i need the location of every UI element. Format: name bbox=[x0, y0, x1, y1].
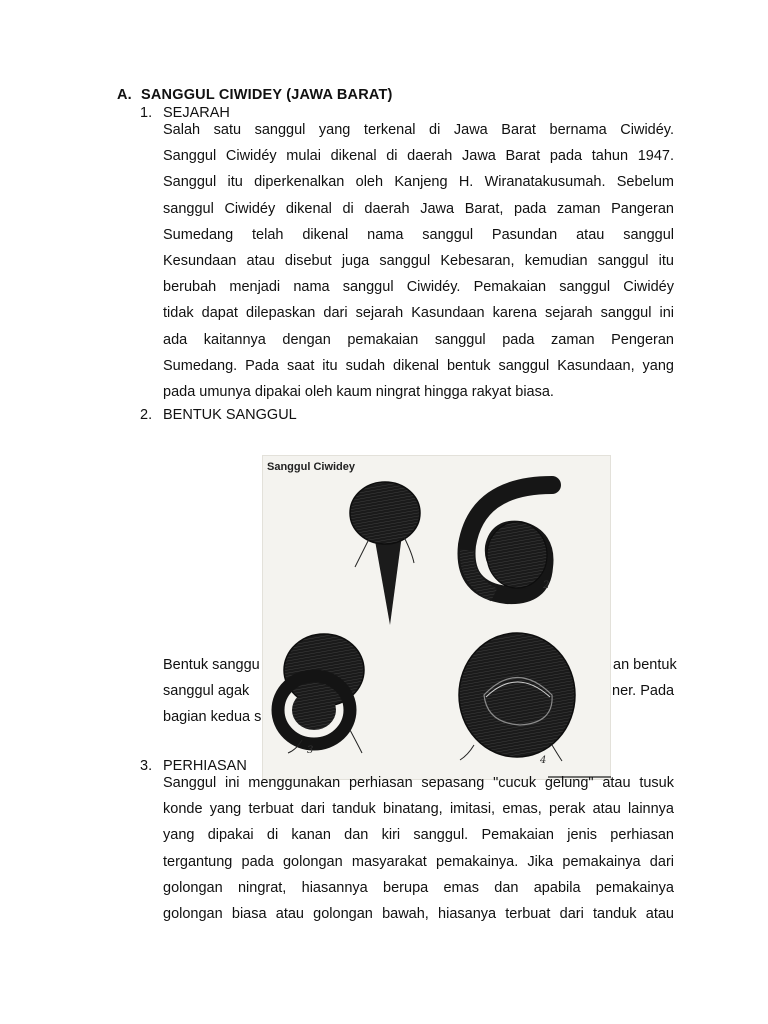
subsection-number: 1. bbox=[140, 105, 153, 121]
bentuk-fragment-left: bagian kedua s bbox=[163, 709, 262, 725]
subsection-bentuk bbox=[140, 407, 297, 423]
paragraph-line: Sumedang telah dikenal nama sanggul Pasundan atau sanggul bbox=[163, 226, 674, 243]
sanggul-figure bbox=[262, 455, 611, 780]
subsection-number: 3. bbox=[140, 758, 153, 774]
paragraph-line: pada umunya dipakai oleh kaum ningrat hingga rakyat biasa. bbox=[163, 384, 554, 401]
shape-number: 3 bbox=[307, 745, 314, 756]
heading-letter: A. bbox=[117, 87, 132, 103]
sanggul-illustration bbox=[262, 455, 611, 780]
sanggul-shape-2 bbox=[467, 485, 553, 595]
paragraph-line: yang dipakai di kanan dan kiri sanggul. Pemakaian jenis perhiasan bbox=[163, 827, 674, 844]
sanggul-shape-4 bbox=[459, 633, 575, 766]
paragraph-line: golongan ningrat, hiasannya berupa emas dan apabila pemakainya bbox=[163, 879, 674, 896]
sanggul-shape-3 bbox=[278, 634, 364, 756]
paragraph-line: tergantung pada golongan masyarakat pemakainya. Jika pemakainya dari bbox=[163, 853, 674, 870]
heading-title: SANGGUL CIWIDEY (JAWA BARAT) bbox=[141, 87, 393, 103]
bentuk-fragment-right: an bentuk bbox=[613, 657, 677, 673]
paragraph-line: Sumedang. Pada saat itu sudah dikenal bentuk sanggul Kasundaan, yang bbox=[163, 357, 674, 374]
subsection-title: BENTUK SANGGUL bbox=[163, 407, 297, 423]
bentuk-fragment-right: ner. Pada bbox=[612, 683, 675, 699]
paragraph-line: ada kaitannya dengan pemakaian sanggul pada zaman Pengeran bbox=[163, 331, 674, 348]
subsection-title: PERHIASAN bbox=[163, 758, 247, 774]
paragraph-line: Sanggul Ciwidéy mulai dikenal di daerah Jawa Barat pada tahun 1947. bbox=[163, 148, 674, 165]
section-heading bbox=[117, 87, 393, 103]
paragraph-line: golongan biasa atau golongan bawah, hiasanya terbuat dari tanduk atau bbox=[163, 906, 674, 923]
bentuk-fragment-left: Bentuk sanggu bbox=[163, 657, 260, 673]
subsection-number: 2. bbox=[140, 407, 153, 423]
paragraph-line: berubah menjadi nama sanggul Ciwidéy. Pemakaian sanggul Ciwidéy bbox=[163, 279, 674, 296]
bentuk-fragment-left: sanggul agak bbox=[163, 683, 250, 699]
shape-number: 2 bbox=[543, 580, 550, 591]
paragraph-line: tidak dapat dilepaskan dari sejarah Kasundaan karena sejarah sanggul ini bbox=[163, 305, 674, 322]
paragraph-line: Kesundaan atau disebut juga sanggul Kebesaran, kemudian sanggul itu bbox=[163, 253, 674, 270]
figure-title: Sanggul Ciwidey bbox=[267, 461, 356, 473]
perhiasan-paragraph bbox=[163, 770, 674, 927]
paragraph-line: sanggul Ciwidéy dikenal di daerah Jawa Barat, pada zaman Pangeran bbox=[163, 200, 674, 217]
sanggul-shape-1 bbox=[350, 482, 420, 625]
sejarah-paragraph bbox=[163, 117, 674, 405]
paragraph-line: Sanggul ini menggunakan perhiasan sepasang "cucuk gelung" atau tusuk bbox=[163, 775, 674, 791]
subsection-title: SEJARAH bbox=[163, 105, 230, 121]
paragraph-line: konde yang terbuat dari tanduk binatang, imitasi, emas, perak atau lainnya bbox=[163, 801, 674, 818]
paragraph-line: Sanggul itu diperkenalkan oleh Kanjeng H. Wiranatakusumah. Sebelum bbox=[163, 174, 674, 191]
paragraph-line: Salah satu sanggul yang terkenal di Jawa Barat bernama Ciwidéy. bbox=[163, 122, 674, 138]
shape-number: 4 bbox=[540, 755, 547, 766]
